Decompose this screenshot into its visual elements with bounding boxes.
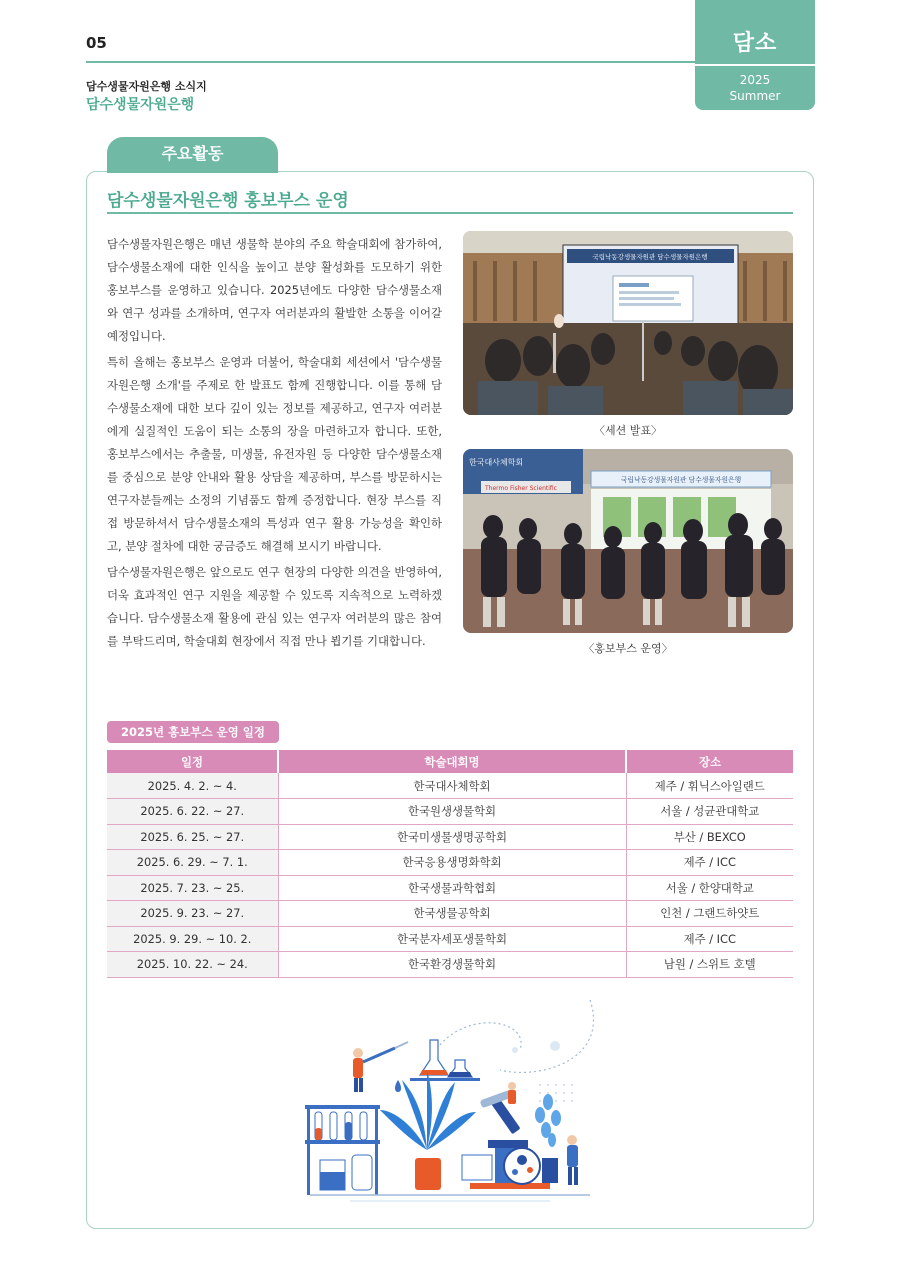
schedule-conference: 한국원생생물학회 (278, 799, 626, 825)
schedule-venue: 서울 / 성균관대학교 (626, 799, 793, 825)
article-paragraph-1: 담수생물자원은행은 매년 생물학 분야의 주요 학술대회에 참가하여, 담수생물소재에 대한 인식을 높이고 분양 활성화를 도모하기 위한 홍보부스를 운영하고 있습니다. 2025년에도 다양한 담수생물소재와 연구 성과를 소개하며, 연구자 여러분과의 활발한 소통을 이어갈 예정입니다. (107, 237, 442, 343)
schedule-conference: 한국분자세포생물학회 (278, 926, 626, 952)
header-divider (86, 61, 696, 63)
booth-operation-photo (463, 449, 793, 633)
table-row (107, 901, 793, 927)
schedule-conference: 한국생물공학회 (278, 901, 626, 927)
booth-sponsor-text: Thermo Fisher Scientific (485, 485, 557, 492)
column-header-venue: 장소 (626, 750, 793, 773)
schedule-date: 2025. 7. 23. ~ 25. (107, 875, 278, 901)
booth-operation-caption: 〈홍보부스 운영〉 (583, 642, 673, 655)
schedule-venue: 서울 / 한양대학교 (626, 875, 793, 901)
brand-year: 2025 (739, 73, 771, 87)
newsletter-label: 담수생물자원은행 소식지 (86, 80, 207, 93)
slide-title-text: 국립낙동강생물자원관 담수생물자원은행 (592, 253, 708, 261)
column-header-date: 일정 (107, 750, 278, 773)
schedule-date: 2025. 4. 2. ~ 4. (107, 773, 278, 799)
schedule-date: 2025. 6. 25. ~ 27. (107, 824, 278, 850)
schedule-venue: 제주 / ICC (626, 850, 793, 876)
table-row (107, 824, 793, 850)
article-paragraph-2: 특히 올해는 홍보부스 운영과 더불어, 학술대회 세션에서 '담수생물자원은행 소개'를 주제로 한 발표도 함께 진행합니다. 이를 통해 담수생물소재에 대한 보다 깊이 있는 정보를 제공하고, 연구자 여러분에게 실질적인 도움이 되는 소통의 장을 마련하고자 합니다. 또한, 홍보부스에서는 추출물, 미생물, 유전자원 등 다양한 담수생물소재를 중심으로 분양 안내와 활용 상담을 제공하며, 부스를 방문하시는 연구자분들께는 소정의 기념품도 함께 증정합니다. 현장 부스를 직접 방문하셔서 담수생물소재의 특성과 연구 활용 가능성을 확인하고, 분양 절차에 대한 궁금증도 해결해 보시기 바랍니다. (107, 355, 442, 553)
brand-season: Summer (729, 89, 781, 103)
brand-divider (695, 64, 815, 66)
schedule-conference: 한국미생물생명공학회 (278, 824, 626, 850)
schedule-venue: 남원 / 스위트 호텔 (626, 952, 793, 978)
schedule-venue: 제주 / ICC (626, 926, 793, 952)
newsletter-organization: 담수생물자원은행 (86, 97, 195, 113)
page-number: 05 (86, 34, 107, 52)
schedule-date: 2025. 6. 29. ~ 7. 1. (107, 850, 278, 876)
session-presentation-caption: 〈세션 발표〉 (593, 424, 662, 437)
table-row (107, 850, 793, 876)
brand-tab (695, 0, 815, 110)
schedule-date: 2025. 9. 29. ~ 10. 2. (107, 926, 278, 952)
table-row (107, 952, 793, 978)
schedule-header-row (107, 750, 793, 773)
schedule-venue: 제주 / 휘닉스아일랜드 (626, 773, 793, 799)
table-row (107, 799, 793, 825)
schedule-venue: 부산 / BEXCO (626, 824, 793, 850)
schedule-table (107, 750, 793, 978)
column-header-conference: 학술대회명 (278, 750, 626, 773)
schedule-conference: 한국환경생물학회 (278, 952, 626, 978)
table-row (107, 875, 793, 901)
table-row (107, 926, 793, 952)
brand-name: 담소 (732, 31, 778, 56)
schedule-conference: 한국응용생명화학회 (278, 850, 626, 876)
article-body (107, 233, 442, 656)
section-tab: 주요활동 (107, 137, 278, 173)
lab-illustration (290, 1000, 610, 1215)
session-presentation-photo (463, 231, 793, 415)
schedule-date: 2025. 6. 22. ~ 27. (107, 799, 278, 825)
schedule-badge: 2025년 홍보부스 운영 일정 (107, 721, 279, 743)
schedule-date: 2025. 10. 22. ~ 24. (107, 952, 278, 978)
article-title: 담수생물자원은행 홍보부스 운영 (107, 191, 349, 211)
booth-banner-text: 국립낙동강생물자원관 담수생물자원은행 (620, 476, 742, 484)
schedule-date: 2025. 9. 23. ~ 27. (107, 901, 278, 927)
schedule-conference: 한국대사체학회 (278, 773, 626, 799)
table-row (107, 773, 793, 799)
title-underline (107, 212, 793, 214)
article-paragraph-3: 담수생물자원은행은 앞으로도 연구 현장의 다양한 의견을 반영하여, 더욱 효과적인 연구 지원을 제공할 수 있도록 지속적으로 노력하겠습니다. 담수생물소재 활용에 관심 있는 연구자 여러분의 많은 참여를 부탁드리며, 학술대회 현장에서 직접 만나 뵙기를 기대합니다. (107, 565, 442, 648)
schedule-conference: 한국생물과학협회 (278, 875, 626, 901)
schedule-venue: 인천 / 그랜드하얏트 (626, 901, 793, 927)
booth-left-banner-text: 한국대사체학회 (469, 458, 524, 467)
